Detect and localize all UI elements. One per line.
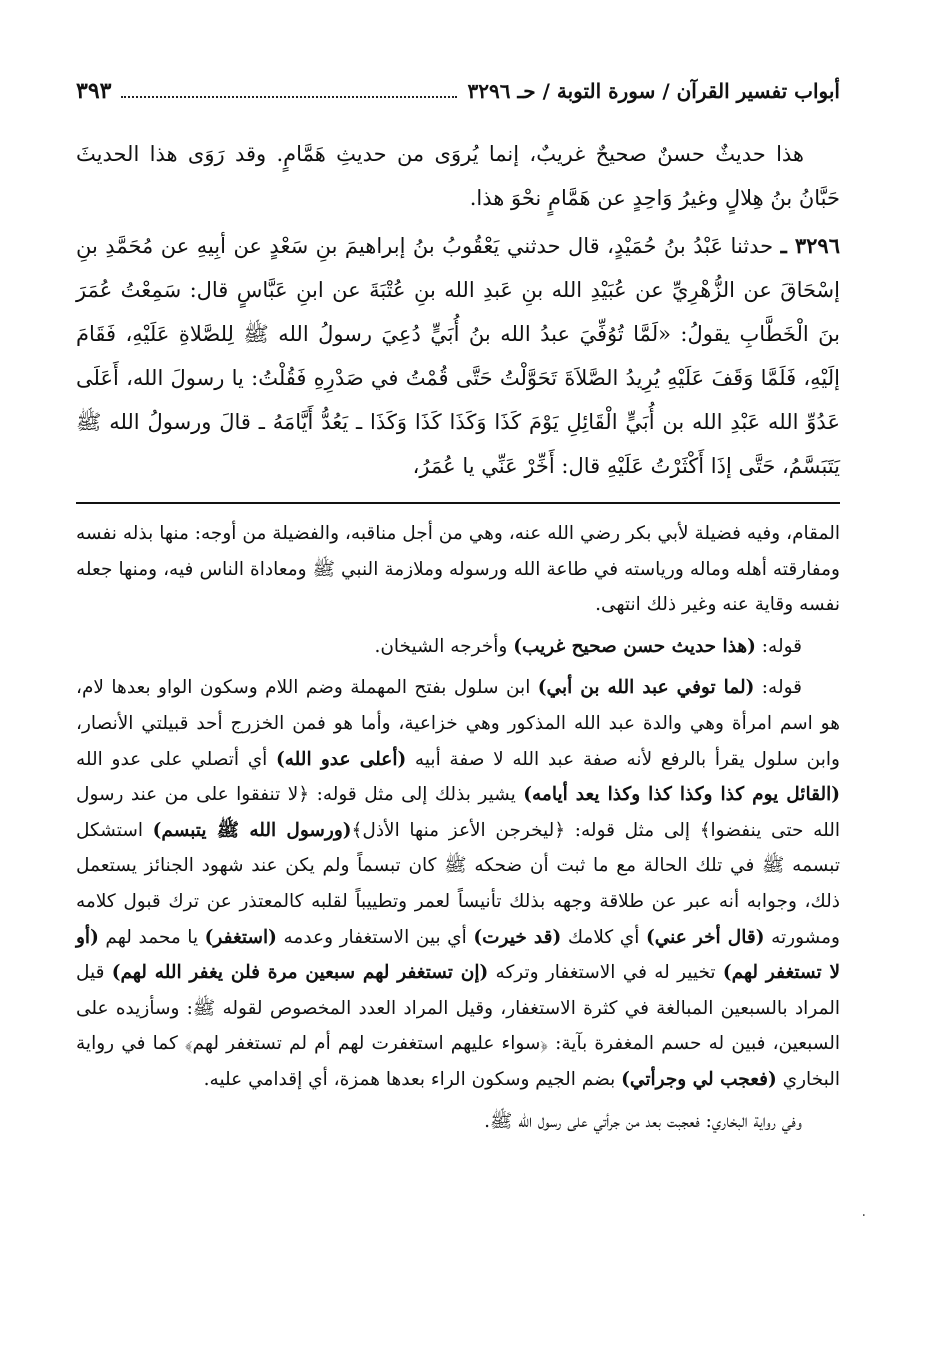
commentary-text: أي بين الاستغفار وعدمه xyxy=(276,926,474,948)
commentary-paragraph-1: المقام، وفيه فضيلة لأبي بكر رضي الله عنه، وهي من أجل مناقبه، والفضيلة من أوجه: منها بذله نفسه ومفارقته أهله وماله ورياسته في طاعة الله ورسوله وملازمة النبي ﷺ ومعاداة الناس فيه، ومنها جعله نفسه وقاية عنه وغير ذلك انتهى. xyxy=(76,523,840,616)
commentary-text: تخيير له في الاستغفار وتركه xyxy=(488,962,723,984)
commentary-text: وأخرجه الشيخان. xyxy=(374,635,514,657)
commentary-text: أي أتصلي على عدو الله xyxy=(76,748,277,770)
main-text xyxy=(76,132,840,488)
hadith-number: ٣٢٩٦ ـ xyxy=(780,233,840,258)
quoted-phrase: (القائل يوم كذا وكذا كذا وكذا يعد أيامه) xyxy=(523,784,840,806)
quoted-phrase: (لما توفي عبد الله بن أبي) xyxy=(537,677,755,699)
commentary-text: ابن سلول بفتح المهملة وضم اللام وسكون الواو بعدها لام، هو اسم امرأة وهي والدة عبد الله المذكور وهي خزاعية، وأما هو فمن الخزرج أحد قبيلتي الأنصار، وابن سلول يقرأ بالرفع لأنه صفة عبد الله لا صفة أبيه xyxy=(76,677,840,770)
commentary-text: يا محمد لهم xyxy=(98,926,205,948)
quoted-phrase: (قال أخر عني) xyxy=(645,926,765,948)
quoted-phrase: (أو لا تستغفر لهم) xyxy=(76,926,840,984)
commentary-text: بضم الجيم وسكون الراء بعدها همزة، أي إقدامي عليه. xyxy=(203,1068,622,1090)
header-title: أبواب تفسير القرآن / سورة التوبة / حـ ٣٢٩٦ xyxy=(467,79,840,103)
header-leader-dots xyxy=(121,82,457,98)
quoted-phrase: (هذا حديث حسن صحيح غريب) xyxy=(513,635,756,657)
quoted-phrase: (استغفر) xyxy=(204,926,277,948)
commentary-paragraph-3 xyxy=(76,670,840,1097)
commentary-paragraph-2 xyxy=(76,629,840,665)
qawl-label: قوله: xyxy=(754,677,802,699)
page-number: ٣٩٣ xyxy=(76,78,112,104)
quoted-phrase: (فعجب لي وجرأتي) xyxy=(621,1068,777,1090)
main-paragraph-1: هذا حديثٌ حسنٌ صحيحٌ غريبٌ، إنما يُروَى من حديثِ هَمَّامٍ. وقد رَوَى هذا الحديثَ حَبَّانُ بنُ هِلالٍ وغيرُ وَاحِدٍ عن هَمَّامٍ نحْوَ هذا. xyxy=(76,142,840,210)
commentary-text: أي كلامك xyxy=(561,926,646,948)
qawl-label: قوله: xyxy=(755,635,802,657)
quoted-phrase: (قد خيرت) xyxy=(473,926,562,948)
commentary xyxy=(76,516,840,1139)
running-header xyxy=(76,78,840,110)
hadith-text: حدثنا عَبْدُ بنُ حُمَيْدٍ، قال حدثني يَعْقُوبُ بنُ إبراهيمَ بنِ سَعْدٍ عن أبِيهِ عن مُحَمَّدِ بنِ إسْحَاقَ عن الزُّهْرِيِّ عن عُبَيْدِ الله بنِ عَبدِ الله بنِ عُتْبَةَ عن ابنِ عَبَّاسٍ قال: سَمِعْتُ عُمَرَ بنَ الْخَطَّابِ يقولُ: «لَمَّا تُوُفِّيَ عبدُ الله بنُ أُبَيٍّ دُعِيَ رسولُ الله ﷺ لِلصَّلاةِ عَلَيْهِ، فَقَامَ إلَيْهِ، فَلَمَّا وَقَفَ عَلَيْهِ يُرِيدُ الصَّلاَةَ تَحَوَّلْتُ حَتَّى قُمْتُ في صَدْرِهِ فَقُلْتُ: يا رسولَ الله، أَعَلَى عَدُوِّ الله عَبْدِ الله بن أُبَيٍّ الْقَائِلِ يَوْمَ كَذَا وَكَذَا كَذَا وَكَذَا ـ يَعُدُّ أَيَّامَهُ ـ قالَ ورسولُ الله ﷺ يَتَبَسَّمُ، حَتَّى إذَا أَكْثَرْتُ عَلَيْهِ قال: أَخِّرْ عَنِّي يا عُمَرُ، xyxy=(76,234,840,478)
quoted-phrase: (أعلى عدو الله) xyxy=(276,748,407,770)
commentary-text: قيل المراد بالسبعين المبالغة في كثرة الاستغفار، وقيل المراد العدد المخصوص لقوله ﷺ: وسأزيده على السبعين، فبين له حسم المغفرة بآية: ﴿سواء عليهم استغفرت لهم أم لم تستغفر لهم﴾ كما في رواية البخاري xyxy=(76,962,840,1090)
commentary-text: يشير بذلك إلى مثل قوله: ﴿لا تنفقوا على من عند رسول الله حتى ينفضوا﴾ إلى مثل قوله: ﴿ليخرجن الأعز منها الأذل﴾ xyxy=(76,784,840,841)
footnote-divider xyxy=(76,502,840,504)
quoted-phrase: (إن تستغفر لهم سبعين مرة فلن يغفر الله لهم) xyxy=(111,962,489,984)
commentary-text: استشكل تبسمه ﷺ في تلك الحالة مع ما ثبت أن ضحكه ﷺ كان تبسماً ولم يكن عند شهود الجنائز يستعمل ذلك، وجوابه أنه عبر عن طلاقة وجهه بذلك تأنيساً لعمر وتطييباً لقلبه كالمعتذر عن ترك قبول كلامه ومشورته xyxy=(76,819,840,948)
commentary-paragraph-4: وفي رواية البخاري: فعجبت بعد من جرأتي على رسول الله ﷺ. xyxy=(484,1110,802,1132)
margin-mark: ٠ xyxy=(860,1207,868,1223)
hadith-paragraph xyxy=(76,224,840,488)
quoted-phrase: (ورسول الله ﷺ يتبسم) xyxy=(152,819,352,841)
